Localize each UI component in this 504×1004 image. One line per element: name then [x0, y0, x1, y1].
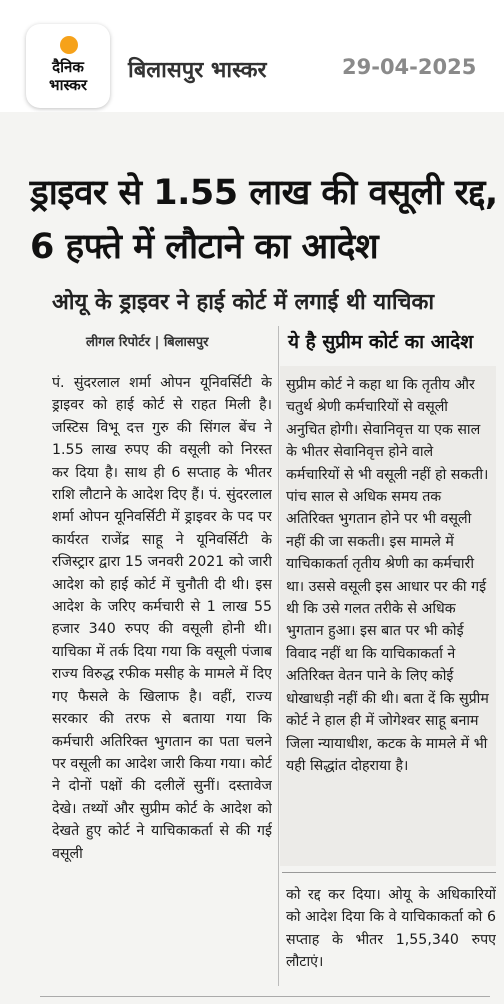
box-divider [282, 872, 496, 873]
sun-icon [60, 36, 78, 54]
article-headline: ड्राइवर से 1.55 लाख की वसूली रद्द, 6 हफ्ते में लौटाने का आदेश [30, 173, 498, 267]
publication-name: बिलासपुर भास्कर [128, 58, 267, 83]
article-subheadline: ओयू के ड्राइवर ने हाई कोर्ट में लगाई थी याचिका [52, 290, 435, 315]
article-body-column-2: को रद्द कर दिया। ओयू के अधिकारियों को आदेश दिया कि वे याचिकाकर्ता को 6 सप्ताह के भीतर 1,55,340 रुपए लौटाएं। [286, 887, 496, 971]
edition-date: 29-04-2025 [342, 55, 477, 79]
bottom-divider [40, 996, 490, 997]
logo-text-line1: दैनिक [52, 58, 84, 76]
sidebar-box-body: सुप्रीम कोर्ट ने कहा था कि तृतीय और चतुर्थ श्रेणी कर्मचारियों से वसूली अनुचित होगी। सेवानिवृत्त या एक साल के भीतर सेवानिवृत्त होने वाले कर्मचारियों से भी वसूली नहीं हो सकती। पांच साल से अधिक समय तक अतिरिक्त भुगतान होने पर भी वसूली नहीं की जा सकती। इस मामले में याचिकाकर्ता तृतीय श्रेणी का कर्मचारी था। उससे वसूली इस आधार पर की गई थी कि उसे गलत तरीके से अधिक भुगतान हुआ। इस बात पर भी कोई विवाद नहीं था कि याचिकाकर्ता ने अतिरिक्त वेतन पाने के लिए कोई धोखाधड़ी नहीं की थी। बता दें कि सुप्रीम कोर्ट ने हाल ही में जोगेश्वर साहू बनाम जिला न्यायाधीश, कटक के मामले में भी यही सिद्धांत दोहराया है। [286, 377, 489, 774]
logo-text-line2: भास्कर [49, 76, 87, 94]
article-byline: लीगल रिपोर्टर | बिलासपुर [86, 335, 209, 350]
column-divider [278, 326, 279, 986]
article-body-column-1: पं. सुंदरलाल शर्मा ओपन यूनिवर्सिटी के ड्राइवर को हाई कोर्ट से राहत मिली है। जस्टिस विभू दत्त गुरु की सिंगल बेंच ने 1.55 लाख रुपए की वसूली को निरस्त कर दिया है। साथ ही 6 सप्ताह के भीतर राशि लौटाने के आदेश दिए हैं। पं. सुंदरलाल शर्मा ओपन यूनिवर्सिटी में ड्राइवर के पद पर कार्यरत राजेंद्र साहू ने यूनिवर्सिटी के रजिस्ट्रार द्वारा 15 जनवरी 2021 को जारी आदेश को हाई कोर्ट में चुनौती दी थी। इस आदेश के जरिए कर्मचारी से 1 लाख 55 हजार 340 रुपए की वसूली होनी थी। याचिका में तर्क दिया गया कि वसूली पंजाब राज्य विरुद्ध रफीक मसीह के मामले में दिए गए फैसले के खिलाफ है। वहीं, राज्य सरकार की तरफ से बताया गया कि कर्मचारी अतिरिक्त भुगतान का पता चलने पर वसूली का आदेश जारी किया गया। कोर्ट ने दोनों पक्षों की दलीलें सुनीं। दस्तावेज देखे। तथ्यों और सुप्रीम कोर्ट के आदेश को देखते हुए कोर्ट ने याचिकाकर्ता से की गई वसूली [52, 375, 272, 862]
dainik-bhaskar-logo[interactable] [26, 24, 110, 108]
app-header [0, 0, 504, 108]
sidebar-box-heading: ये है सुप्रीम कोर्ट का आदेश [288, 331, 474, 353]
